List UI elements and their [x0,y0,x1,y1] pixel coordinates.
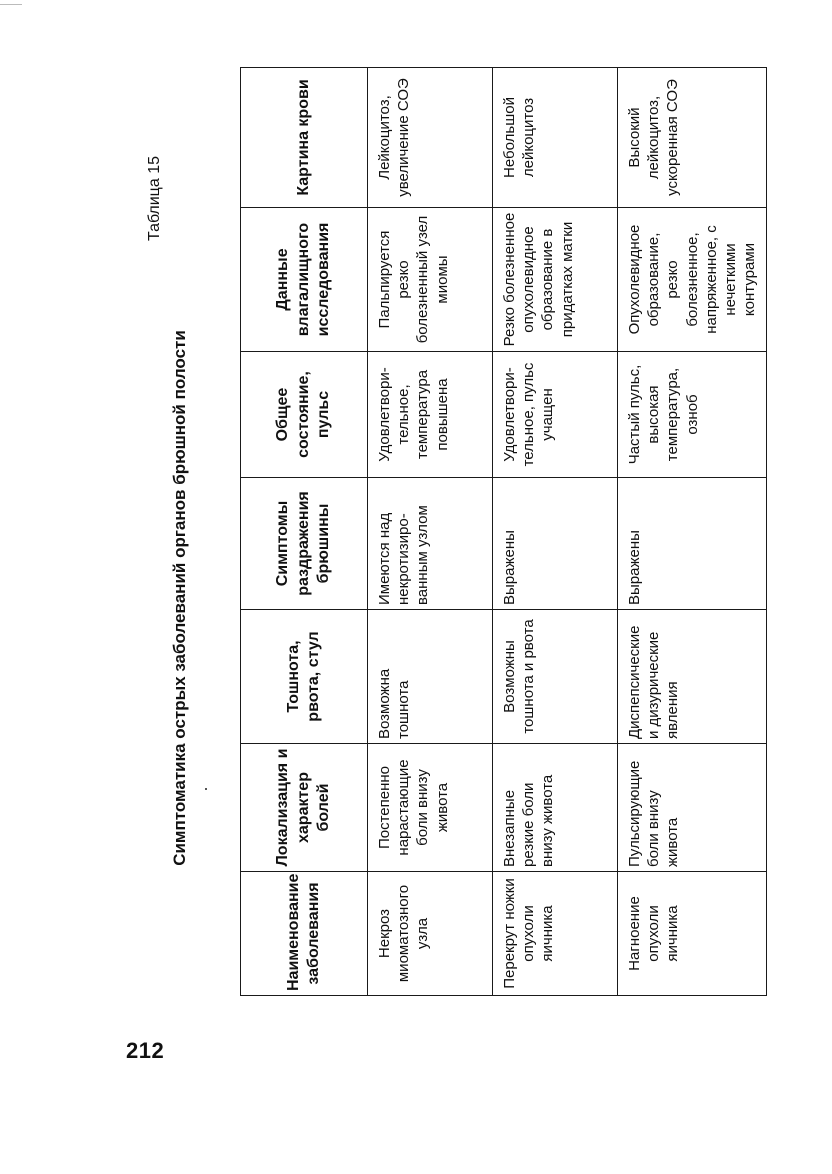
header-pain: Локализация и характер болей [241,744,368,872]
table-cell: Высокий лейкоцитоз, ускоренная СОЭ [618,68,767,208]
table-row [493,68,618,996]
table-cell: Выражены [618,478,767,610]
header-peritoneal-signs: Симптомы раздражения брюшины [241,478,368,610]
table-cell: Перекрут ножки опухоли яичника [493,872,618,996]
table-cell: Пульсирующие боли внизу живота [618,744,767,872]
table-cell: Диспепсические и дизурические явления [618,610,767,744]
table-cell: Пальпируется резко болезненный узел миомы [368,208,493,352]
scan-mark [0,4,22,5]
table-title: Симптоматика острых заболеваний органов брюшной полости [170,330,189,866]
header-disease-name: Наименование заболевания [241,872,368,996]
table-row [368,68,493,996]
table-cell: Имеются над некротизиро- ванным узлом [368,478,493,610]
table-cell: Опухолевидное образование, резко болезненное, напряженное, с нечеткими контурами [618,208,767,352]
table-cell: Возможны тошнота и рвота [493,610,618,744]
rotated-content [140,78,800,1118]
header-nausea: Тошнота, рвота, стул [241,610,368,744]
table-cell: Удовлетвори- тельное, температура повышена [368,352,493,478]
table-cell: Резко болезненное опухолевидное образование в придатках матки [493,208,618,352]
table-cell: Возможна тошнота [368,610,493,744]
table-cell: Небольшой лейкоцитоз [493,68,618,208]
symptom-table [240,67,767,996]
table-cell: Внезапные резкие боли внизу живота [493,744,618,872]
table-cell: Выражены [493,478,618,610]
table-cell: Лейкоцитоз, увеличение СОЭ [368,68,493,208]
header-row [241,68,368,996]
table-cell: Постепенно нарастающие боли внизу живота [368,744,493,872]
table-row [618,68,767,996]
table-cell: Нагноение опухоли яичника [618,872,767,996]
header-vaginal-exam: Данные влагалищного исследования [241,208,368,352]
table-label: Таблица 15 [146,156,163,241]
table-cell: Частый пульс, высокая температура, озноб [618,352,767,478]
header-blood-picture: Картина крови [241,68,368,208]
table-cell: Удовлетвори- тельное, пульс учащен [493,352,618,478]
header-general-state: Общее состояние, пульс [241,352,368,478]
page-number: 212 [126,1038,165,1063]
table-cell: Некроз миоматозного узла [368,872,493,996]
